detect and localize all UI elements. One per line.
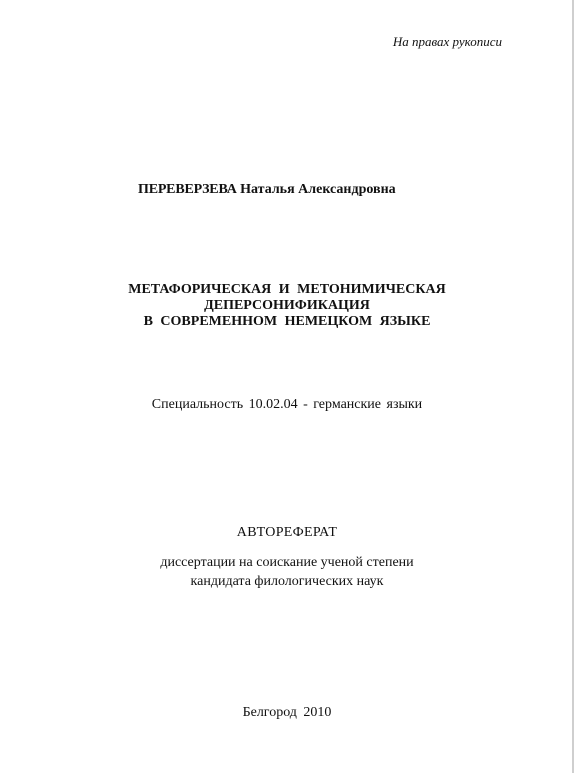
title-line-3: В СОВРЕМЕННОМ НЕМЕЦКОМ ЯЗЫКЕ — [143, 314, 431, 329]
specialty-line: Специальность 10.02.04 - германские языки — [151, 397, 423, 412]
title-line-1: МЕТАФОРИЧЕСКАЯ И МЕТОНИМИЧЕСКАЯ — [128, 282, 446, 297]
document-type-heading: АВТОРЕФЕРАТ — [236, 525, 338, 540]
manuscript-rights-note: На правах рукописи — [392, 34, 502, 49]
author-name — [138, 182, 396, 198]
description-line-1: диссертации на соискание ученой степени — [160, 555, 414, 570]
place-and-year: Белгород 2010 — [242, 705, 332, 720]
author-surname: ПЕРЕВЕРЗЕВА — [138, 182, 237, 197]
description-line-2: кандидата филологических наук — [190, 574, 384, 589]
author-given-names: Наталья Александровна — [240, 182, 396, 197]
title-line-2: ДЕПЕРСОНИФИКАЦИЯ — [204, 298, 370, 313]
